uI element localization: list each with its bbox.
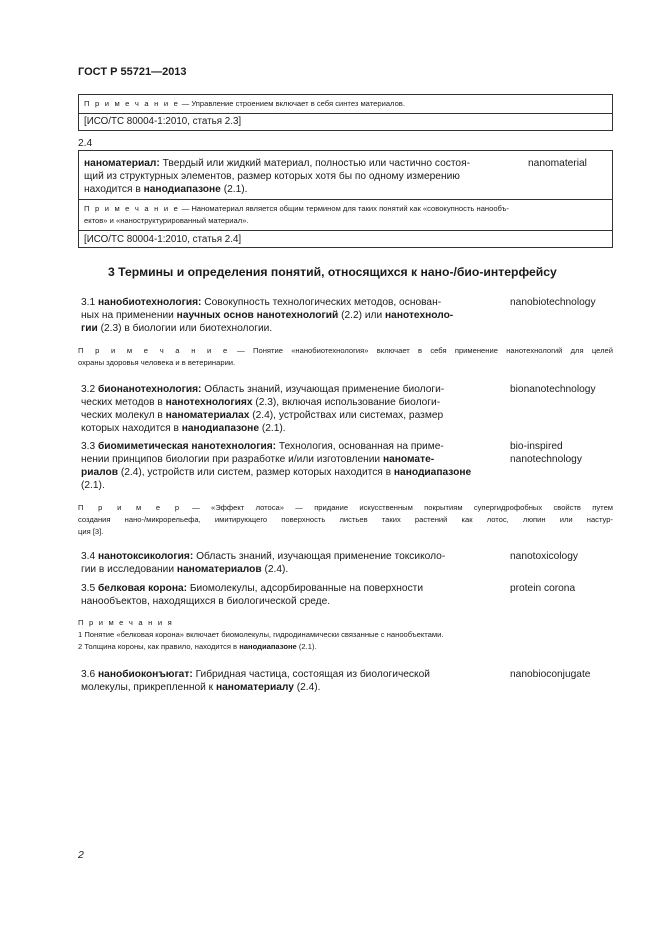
notes-3-5 (78, 617, 613, 653)
def-line: находится в (84, 184, 144, 195)
english-line: nanotechnology (510, 454, 582, 465)
def-line: Биомолекулы, адсорбированные на поверхности (187, 583, 424, 594)
document-header: ГОСТ Р 55721—2013 (78, 66, 187, 78)
example-text: создания нано-/микрорельефа, имитирующего поверхность листьев таких растений как лотос, люпин или настур- (78, 515, 613, 524)
def-line: Технология, основанная на приме- (276, 441, 444, 452)
entry-number: 3.4 (81, 551, 98, 562)
def-line: Область знаний, изучающая применение биологи- (201, 384, 445, 395)
note-2-3 (84, 98, 405, 110)
reference-2-4: [ИСО/ТС 80004-1:2010, статья 2.4] (84, 234, 242, 245)
english-term-3-5: protein corona (510, 583, 576, 594)
english-term-3-2: bionanotechnology (510, 384, 596, 395)
divider (79, 199, 612, 200)
english-term-3-1: nanobiotechnology (510, 297, 596, 308)
term-box-2-4 (78, 150, 613, 248)
entry-number: 3.3 (81, 441, 98, 452)
definition-2-4 (84, 157, 524, 196)
english-term-3-4: nanotoxicology (510, 551, 578, 562)
bold-term: гии (81, 323, 98, 334)
note-label: П р и м е ч а н и е (84, 99, 180, 108)
note-text: — Наноматериал является общим термином для таких понятий как «совокупность нанообъ- (179, 204, 509, 213)
term-nanomaterial: наноматериал: (84, 158, 160, 169)
divider (79, 230, 612, 231)
note-text: 2 Толщина короны, как правило, находится в (78, 642, 240, 651)
def-line: ных на применении (81, 310, 177, 321)
note-text: охраны здоровья человека и в ветеринарии. (78, 358, 236, 367)
def-line: (2.4). (293, 682, 321, 693)
entry-number: 3.2 (81, 384, 98, 395)
section-title: 3 Термины и определения понятий, относящихся к нано-/био-интерфейсу (108, 265, 557, 279)
def-line: ческих методов в (81, 397, 166, 408)
def-line: (2.1). (259, 423, 286, 434)
def-line: Гибридная частица, состоящая из биологической (192, 669, 430, 680)
divider (79, 113, 612, 114)
notes-label: П р и м е ч а н и я (78, 618, 174, 627)
note-text: — Понятие «нанобиотехнология» включает в себя применение нанотехнологий для целей (228, 346, 613, 355)
term: белковая корона: (98, 583, 188, 594)
english-term-2-4: nanomaterial (528, 158, 587, 169)
note-3-1 (78, 345, 613, 369)
entry-number: 3.5 (81, 583, 98, 594)
term: нанотоксикология: (98, 551, 194, 562)
note-box-2-3 (78, 94, 613, 131)
entry-3-3 (81, 440, 481, 492)
def-line: (2.3), включая использование биологи- (252, 397, 441, 408)
def-line: Твердый или жидкий материал, полностью или частично состоя- (159, 158, 471, 169)
def-line: гии в исследовании (81, 564, 177, 575)
def-line: (2.1). (220, 184, 248, 195)
entry-3-4 (81, 550, 481, 576)
def-line: (2.2) или (338, 310, 385, 321)
example-text: ция [3]. (78, 527, 104, 536)
entry-number: 3.6 (81, 669, 98, 680)
example-text: — «Эффект лотоса» — придание искусственным покрытиям супергидрофобных свойств путем (180, 503, 614, 512)
entry-3-1 (81, 296, 481, 335)
reference-2-3: [ИСО/ТС 80004-1:2010, статья 2.3] (84, 116, 242, 127)
note-text: — Управление строением включает в себя синтез материалов. (179, 99, 405, 108)
entry-number: 3.1 (81, 297, 98, 308)
bold-term: нанотехнологиях (165, 397, 253, 408)
entry-3-5 (81, 582, 481, 608)
def-line: Совокупность технологических методов, основан- (201, 297, 442, 308)
english-term-3-6: nanobioconjugate (510, 669, 591, 680)
def-line: молекулы, прикрепленной к (81, 682, 216, 693)
bold-term: научных основ нанотехнологий (176, 310, 339, 321)
note-label: П р и м е ч а н и е (84, 204, 180, 213)
def-line: Область знаний, изучающая применение токсиколо- (193, 551, 446, 562)
english-term-3-3 (510, 440, 582, 466)
term: нанобиотехнология: (98, 297, 202, 308)
def-line: которых находится в (81, 423, 182, 434)
bold-term: наноматериалах (165, 410, 250, 421)
bold-term: нанодиапазоне (181, 423, 259, 434)
example-3-3 (78, 502, 613, 538)
def-line: (2.4). (261, 564, 289, 575)
note-text: ектов» и «наноструктурированный материал». (84, 216, 249, 225)
bold-term: наномате- (382, 454, 435, 465)
note-2-4 (84, 203, 509, 227)
bold-term: нанодиапазоне (239, 642, 297, 651)
bold-term: нанотехноло- (385, 310, 454, 321)
def-line: (2.4), устройств или систем, размер которых находится в (117, 467, 394, 478)
term: биомиметическая нанотехнология: (98, 441, 277, 452)
def-line: (2.3) в биологии или биотехнологии. (97, 323, 273, 334)
entry-3-6 (81, 668, 481, 694)
note-text: (2.1). (296, 642, 317, 651)
entry-3-2 (81, 383, 481, 435)
term: нанобиоконъюгат: (98, 669, 193, 680)
note-text: 1 Понятие «белковая корона» включает биомолекулы, гидродинамически связанные с нанообъектами. (78, 630, 444, 639)
def-line: ческих молекул в (81, 410, 166, 421)
def-line: щий из структурных элементов, размер которых хотя бы по одному измерению (84, 171, 460, 182)
english-line: bio-inspired (510, 441, 563, 452)
entry-number-2-4: 2.4 (78, 138, 93, 149)
page-number: 2 (78, 849, 84, 861)
note-label: П р и м е ч а н и е (78, 346, 229, 355)
def-line: нении принципов биологии при разработке и/или изготовлении (81, 454, 383, 465)
bold-term: нанодиапазоне (393, 467, 472, 478)
bold-term: риалов (81, 467, 118, 478)
bold-term: наноматериалу (215, 682, 294, 693)
example-label: П р и м е р (78, 503, 181, 512)
term: бионанотехнология: (98, 384, 202, 395)
bold-term: нанодиапазоне (143, 184, 221, 195)
def-line: (2.1). (81, 480, 105, 491)
bold-term: наноматериалов (176, 564, 262, 575)
def-line: нанообъектов, находящихся в биологической среде. (81, 596, 331, 607)
def-line: (2.4), устройствах или системах, размер (249, 410, 444, 421)
